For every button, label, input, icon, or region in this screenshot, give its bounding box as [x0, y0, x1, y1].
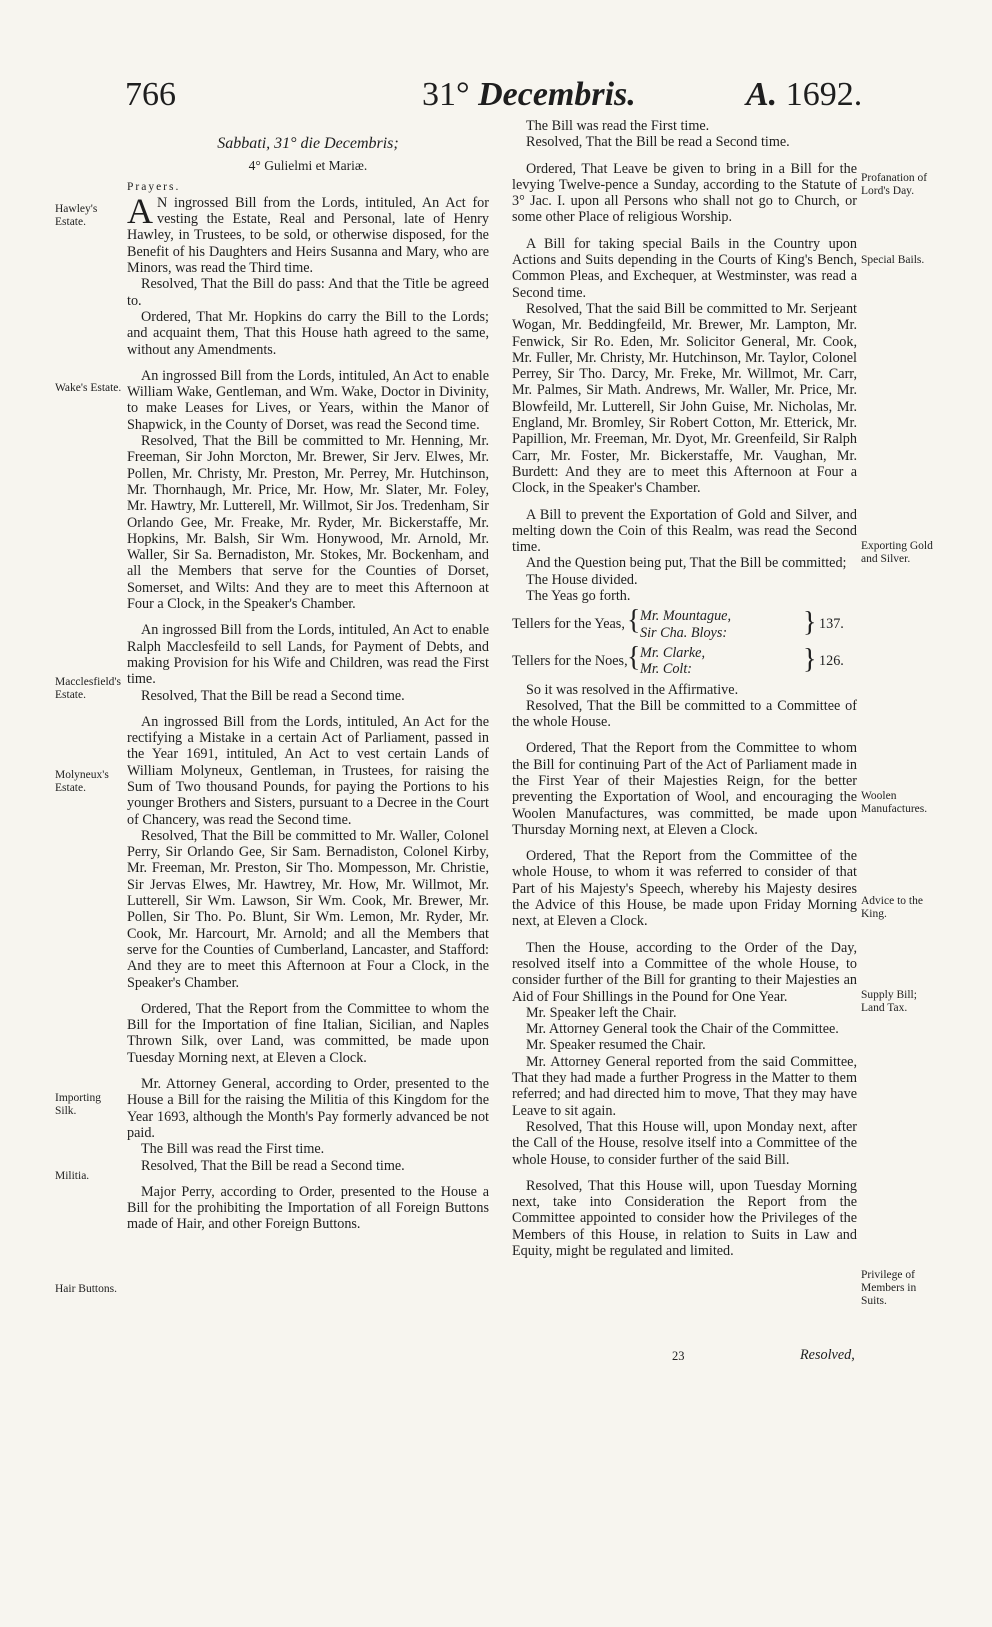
margin-note-wake: Wake's Estate.	[55, 382, 122, 394]
margin-note-woolen: Woolen Manufactures.	[861, 790, 928, 815]
reign-heading: 4° Gulielmi et Mariæ.	[248, 158, 368, 174]
margin-note-molyneux: Molyneux's Estate.	[55, 769, 109, 794]
tellers-noes-label: Tellers for the Noes,	[512, 653, 628, 670]
year-number: 1692.	[777, 76, 863, 113]
tellers-noes-count: } 126.	[805, 653, 844, 669]
entry-sunday-leave: Ordered, That Leave be given to bring in a Bill for the levying Twelve-pence a Sunday, according to the Statute of 3° Jac. I. upon all Persons who shall not go to Church, or some other Place of religious Worship.	[512, 160, 857, 226]
entry-text: N ingrossed Bill from the Lords, intituled, An Act for vesting the Estate, Real and Personal, late of Henry Hawley, in Trustees, to be sold, or otherwise disposed, for the Benefit of his Daughters and Heirs Susanna and Mary, who are Minors, was read the Third time.	[127, 194, 489, 277]
entry-yeas-forth: The Yeas go forth.	[526, 588, 631, 605]
entry-speaker-left: Mr. Speaker left the Chair.	[526, 1004, 677, 1021]
entry-hawley-bill	[127, 190, 489, 277]
teller-name: Mr. Clarke,	[640, 644, 706, 661]
entry-monday-resolved: Resolved, That this House will, upon Monday next, after the Call of the House, resolve itself into a Committee of the whole House, to consider further of the said Bill.	[512, 1118, 857, 1168]
drop-cap: A	[127, 190, 153, 231]
entry-bails-committee: Resolved, That the said Bill be committed to Mr. Serjeant Wogan, Mr. Beddingfeild, Mr. Brewer, Mr. Lampton, Mr. Fenwick, Sir Ro. Eden, Mr. Solicitor General, Mr. Cook, Mr. Fuller, Mr. Christy, Mr. Hutchinson, Mr. Taylor, Colonel Perrey, Sir Tho. Darcy, Mr. Freke, Mr. Willmot, Mr. Carr, Mr. Palmes, Sir Math. Andrews, Mr. Waller, Mr. Price, Mr. Blowfeild, Mr. Lutterell, Sir John Guise, Mr. Nicholas, Mr. England, Mr. Bromley, Sir Robert Cotton, Mr. Etterick, Mr. Papillion, Mr. Freeman, Mr. Dyot, Mr. Greenfeild, Sir Ralph Carr, Mr. Foster, Mr. Bickerstaffe, Mr. Vaughan, Mr. Burdett: And they are to meet this Afternoon at Four a Clock, in the Speaker's Chamber.	[512, 300, 857, 497]
entry-militia-bill: Mr. Attorney General, according to Order, presented to the House a Bill for the raising the Militia of this Kingdom for the Year 1693, although the Month's Pay formerly advanced be not paid.	[127, 1076, 489, 1141]
margin-note-hawley: Hawley's Estate.	[55, 203, 98, 228]
entry-wake-bill: An ingrossed Bill from the Lords, intituled, An Act to enable William Wake, Gentleman, and Wm. Wake, Doctor in Divinity, to make Leases for Lives, or Years, within the Manor of Shapwick, in the County of Dorset, was read the Second time.	[127, 367, 489, 433]
margin-note-buttons: Hair Buttons.	[55, 1283, 117, 1295]
entry-buttons-bill: Major Perry, according to Order, presented to the House a Bill for the prohibiting the Importation of all Foreign Buttons made of Hair, and other Foreign Buttons.	[127, 1183, 489, 1233]
margin-note-bails: Special Bails.	[861, 254, 925, 266]
margin-note-militia: Militia.	[55, 1170, 90, 1182]
date-prefix: 31°	[422, 76, 479, 113]
entry-gold-committed: Resolved, That the Bill be committed to a Committee of the whole House.	[512, 697, 857, 731]
left-column	[127, 122, 489, 1233]
tellers-noes-names	[630, 645, 805, 678]
prayers-heading: Prayers.	[127, 180, 181, 193]
tellers-yeas-label: Tellers for the Yeas,	[512, 616, 625, 633]
margin-note-macclesfield: Macclesfield's Estate.	[55, 676, 121, 701]
year-prefix: A.	[746, 76, 778, 113]
entry-macclesfield-resolved: Resolved, That the Bill be read a Second time.	[141, 687, 405, 704]
page-header	[0, 72, 992, 122]
entry-buttons-read: The Bill was read the First time.	[526, 118, 710, 134]
margin-note-profanation: Profanation of Lord's Day.	[861, 172, 928, 197]
entry-privileges-resolved: Resolved, That this House will, upon Tuesday Morning next, take into Consideration the Report from the Committee appointed to consider how the Privileges of the Members of this House, in relation to Suits in Law and Equity, might be regulated and limited.	[512, 1177, 857, 1259]
tellers-yeas-count: } 137.	[805, 616, 844, 632]
margin-note-advice: Advice to the King.	[861, 895, 923, 920]
entry-molyneux-bill: An ingrossed Bill from the Lords, intituled, An Act for the rectifying a Mistake in a certain Act of Parliament, passed in the Year 1691, intituled, An Act to vest certain Lands of William Molyneux, Gentleman, in Trustees, for raising the Sum of Two thousand Pounds, for paying the Portions to his younger Brothers and Sisters, pursuant to a Decree in the Court of Chancery, was read the Second time.	[127, 713, 489, 828]
page-number: 766	[125, 76, 176, 113]
teller-name: Mr. Mountague,	[640, 608, 732, 625]
page-year	[746, 76, 862, 114]
entry-speaker-resumed: Mr. Speaker resumed the Chair.	[526, 1037, 706, 1054]
teller-name: Mr. Colt:	[640, 661, 693, 678]
entry-bails-bill: A Bill for taking special Bails in the Country upon Actions and Suits depending in the Courts of King's Bench, Common Pleas, and Exchequer, at Westminster, was read a Second time.	[512, 235, 857, 301]
entry-molyneux-committee: Resolved, That the Bill be committed to Mr. Waller, Colonel Perry, Sir Orlando Gee, Sir Sam. Bernadiston, Colonel Kirby, Mr. Freeman, Mr. Preston, Sir Tho. Mompesson, Mr. Christie, Sir Jervas Elwes, Mr. Hawtrey, Mr. How, Mr. Willmot, Mr. Lutterell, Sir Wm. Lawson, Sir Wm. Cook, Mr. Brewer, Mr. Pollen, Sir Tho. Po. Blunt, Sir Wm. Lemon, Mr. Ryder, Mr. Cook, Mr. Harcourt, Mr. Arnold; and all the Members that serve for the Counties of Cumberland, Lancaster, and Stafford: And they are to meet this Afternoon at Four a Clock, in the Speaker's Chamber.	[127, 827, 489, 991]
entry-supply-committee: Then the House, according to the Order of the Day, resolved itself into a Committee of the whole House, to consider further of the Bill for granting to their Majesties an Aid of Four Shillings in the Pound for One Year.	[512, 939, 857, 1005]
tellers-yeas	[512, 608, 857, 641]
entry-woolen-report: Ordered, That the Report from the Committee to whom the Bill for continuing Part of the Act of Parliament made in the First Year of their Majesties Reign, for the better preventing the Exportation of Wool, and encouraging the Woolen Manufactures, was committed, be made upon Thursday Morning next, at Eleven a Clock.	[512, 740, 857, 838]
entry-militia-read: The Bill was read the First time.	[141, 1141, 325, 1158]
entry-militia-resolved: Resolved, That the Bill be read a Second time.	[141, 1157, 405, 1174]
right-column	[512, 118, 857, 1259]
margin-note-privilege: Privilege of Members in Suits.	[861, 1269, 917, 1307]
entry-house-divided: The House divided.	[526, 571, 638, 588]
date-word: Decembris.	[478, 76, 636, 113]
entry-silk-report: Ordered, That the Report from the Committee to whom the Bill for the Importation of fine Italian, Sicilian, and Naples Thrown Silk, over Land, was committed, be made upon Tuesday Morning next, at Eleven a Clock.	[127, 1000, 489, 1066]
margin-note-supply: Supply Bill; Land Tax.	[861, 989, 917, 1014]
entry-advice-report: Ordered, That the Report from the Committee of the whole House, to whom it was referred to consider of that Part of his Majesty's Speech, whereby his Majesty desires the Advice of this House, be made upon Friday Morning next, at Eleven a Clock.	[512, 848, 857, 930]
entry-gold-question: And the Question being put, That the Bill be committed;	[526, 555, 847, 572]
entry-buttons-resolved: Resolved, That the Bill be read a Second time.	[526, 134, 790, 151]
page-date	[422, 76, 636, 114]
catchword: Resolved,	[800, 1347, 855, 1363]
entry-gold-bill: A Bill to prevent the Exportation of Gold and Silver, and melting down the Coin of this Realm, was read the Second time.	[512, 506, 857, 556]
entry-ordered-hopkins: Ordered, That Mr. Hopkins do carry the Bill to the Lords; and acquaint them, That this House hath agreed to the same, without any Amendments.	[127, 308, 489, 358]
entry-resolved-pass: Resolved, That the Bill do pass: And that the Title be agreed to.	[127, 276, 489, 309]
margin-note-silk: Importing Silk.	[55, 1092, 101, 1117]
entry-macclesfield-bill: An ingrossed Bill from the Lords, intituled, An Act to enable Ralph Macclesfeild to sell Lands, for Payment of Debts, and making Provision for his Wife and Children, was read the First time.	[127, 622, 489, 688]
margin-note-gold: Exporting Gold and Silver.	[861, 540, 933, 565]
tellers-noes	[512, 645, 857, 678]
teller-name: Sir Cha. Bloys:	[640, 624, 728, 641]
entry-attorney-chair: Mr. Attorney General took the Chair of the Committee.	[526, 1021, 839, 1038]
signature-mark: 23	[672, 1349, 685, 1363]
entry-affirmative: So it was resolved in the Affirmative.	[526, 681, 739, 698]
entry-attorney-reported: Mr. Attorney General reported from the said Committee, That they had made a further Progress in the Matter to them referred; and had directed him to move, That they may have Leave to sit again.	[512, 1053, 857, 1119]
entry-wake-committee: Resolved, That the Bill be committed to Mr. Henning, Mr. Freeman, Sir John Morcton, Mr. Brewer, Sir Jerv. Elwes, Mr. Pollen, Mr. Christy, Mr. Preston, Mr. Perrey, Mr. Hutchinson, Mr. Thornhaugh, Mr. Price, Mr. How, Mr. Slater, Mr. Foley, Mr. Hawtry, Mr. Lutterell, Mr. Willmot, Sir Jos. Tredenham, Sir Orlando Gee, Mr. Freake, Mr. Ryder, Mr. Bickerstaffe, Mr. Hopkins, Mr. Balsh, Sir Wm. Honywood, Mr. Arnold, Mr. Waller, Sir Sa. Bernadiston, Mr. Stokes, Mr. Bockenham, and all the Members that serve for the Counties of Dorset, Somerset, and Wilts: And they are to meet this Afternoon at Four a Clock, in the Speaker's Chamber.	[127, 433, 489, 613]
tellers-yeas-names	[630, 608, 805, 641]
day-heading: Sabbati, 31° die Decembris;	[217, 135, 399, 152]
